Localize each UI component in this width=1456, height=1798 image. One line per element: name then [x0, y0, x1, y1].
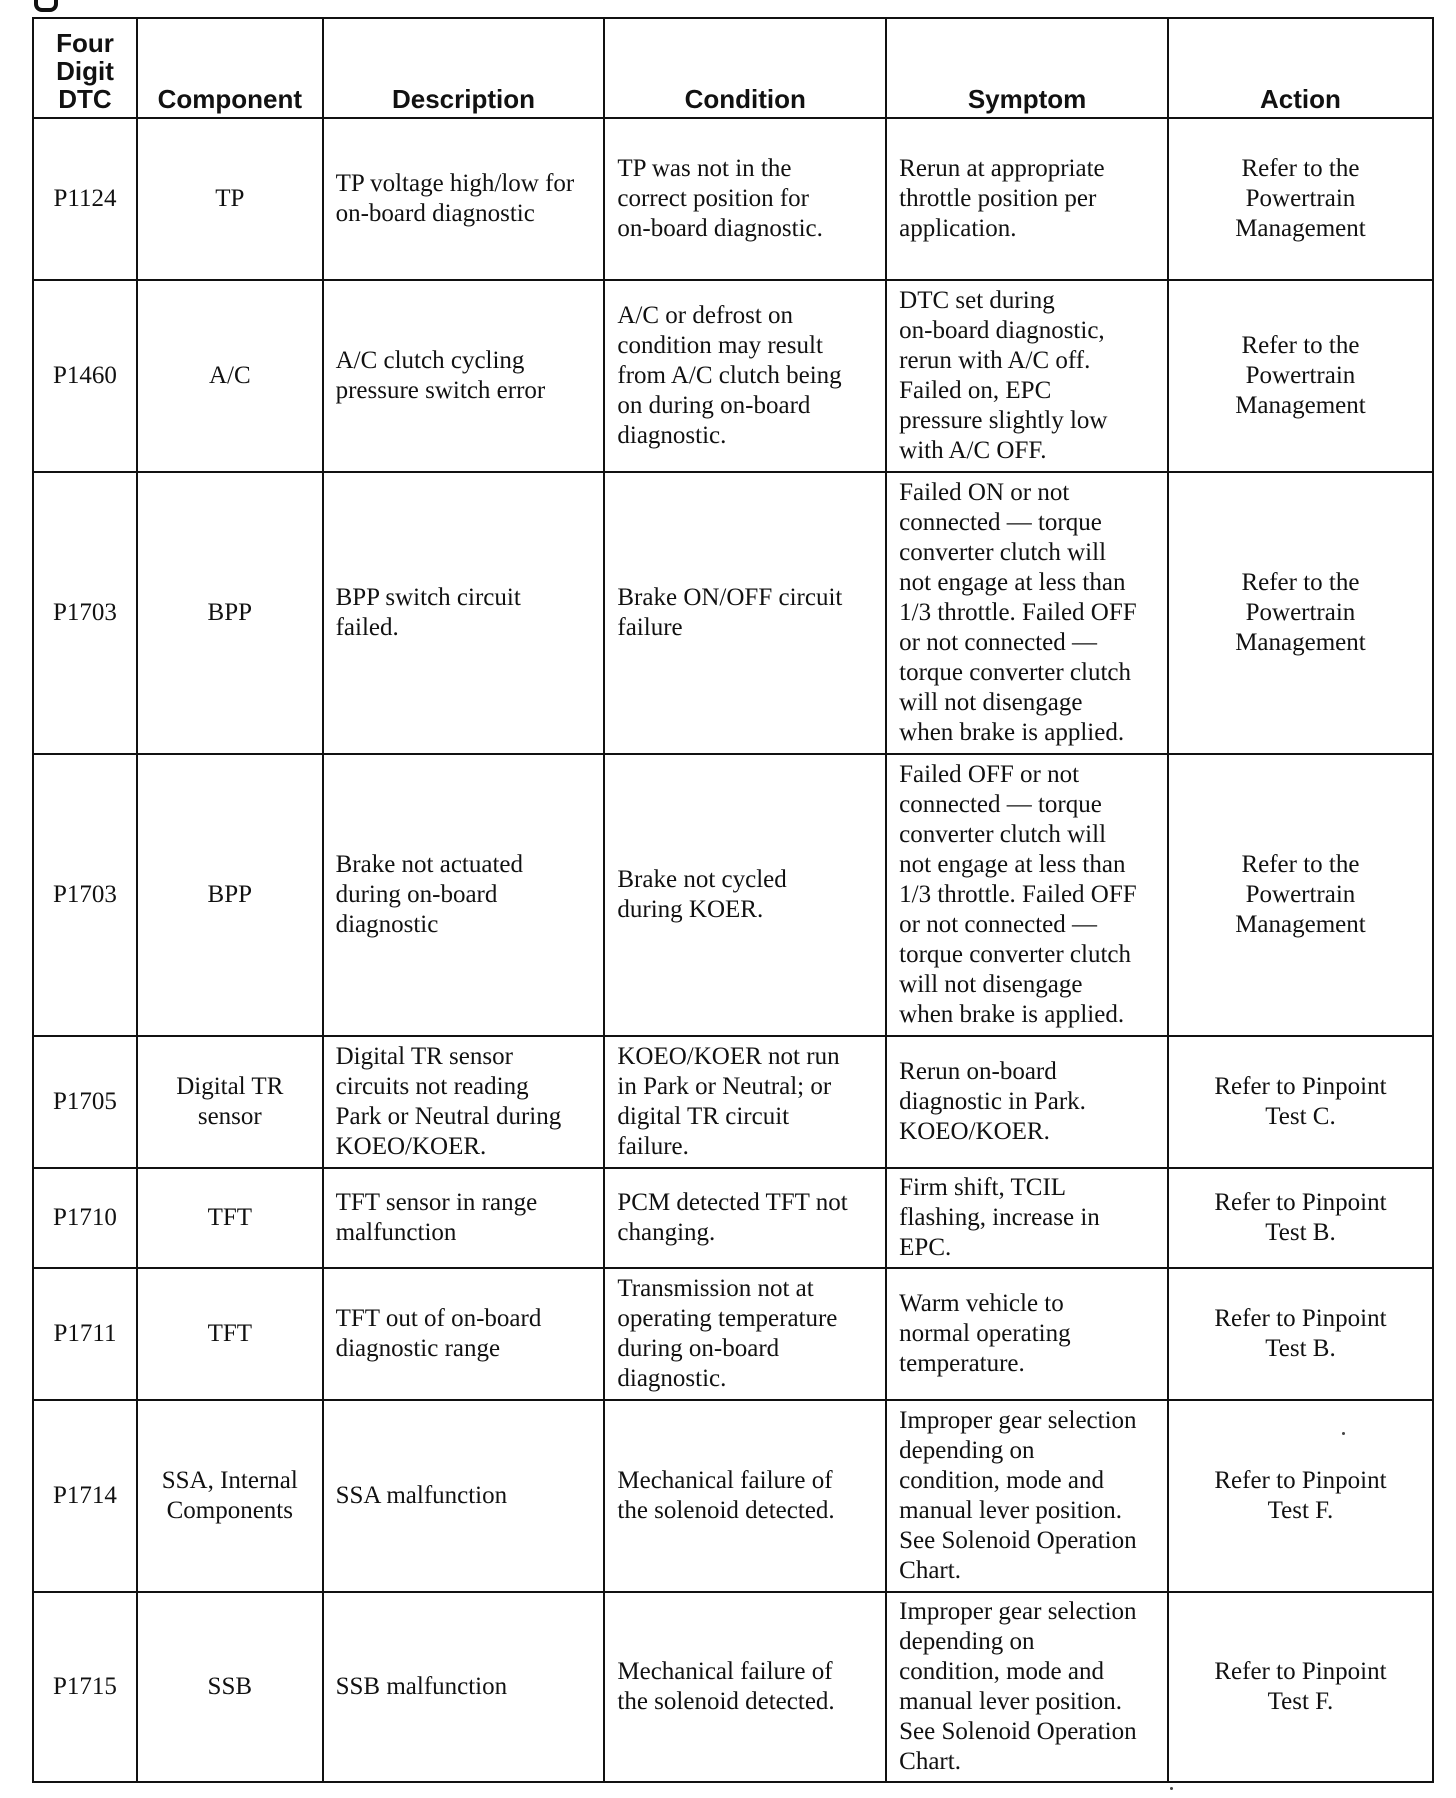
- cell-symptom: Firm shift, TCIL flashing, increase in EPC.: [886, 1168, 1168, 1268]
- table-row: [33, 1400, 1433, 1592]
- cell-description: SSA malfunction: [323, 1400, 605, 1592]
- cell-action: Refer to the Powertrain Management: [1168, 472, 1433, 754]
- header-symptom: Symptom: [886, 18, 1168, 118]
- cell-action: Refer to Pinpoint Test F.: [1168, 1400, 1433, 1592]
- cell-description: TP voltage high/low for on-board diagnostic: [323, 118, 605, 280]
- cell-component: BPP: [137, 472, 323, 754]
- cell-dtc-code: P1703: [33, 754, 137, 1036]
- cell-component: A/C: [137, 280, 323, 472]
- cell-dtc-code: P1703: [33, 472, 137, 754]
- table-row: [33, 754, 1433, 1036]
- table-row: [33, 1268, 1433, 1400]
- cell-component: TFT: [137, 1168, 323, 1268]
- table-row: [33, 1036, 1433, 1168]
- scan-speck: [1170, 1787, 1173, 1790]
- cell-symptom: Rerun at appropriate throttle position per application.: [886, 118, 1168, 280]
- cell-component: SSB: [137, 1592, 323, 1782]
- cell-dtc-code: P1710: [33, 1168, 137, 1268]
- cell-description: SSB malfunction: [323, 1592, 605, 1782]
- cell-action: Refer to Pinpoint Test B.: [1168, 1268, 1433, 1400]
- cell-dtc-code: P1124: [33, 118, 137, 280]
- header-condition: Condition: [604, 18, 886, 118]
- table-row: [33, 472, 1433, 754]
- cell-condition: Brake ON/OFF circuit failure: [604, 472, 886, 754]
- cell-action: Refer to Pinpoint Test C.: [1168, 1036, 1433, 1168]
- cell-symptom: Improper gear selection depending on condition, mode and manual lever position. See Solenoid Operation Chart.: [886, 1400, 1168, 1592]
- cell-component: SSA, Internal Components: [137, 1400, 323, 1592]
- cell-symptom: Failed OFF or not connected — torque converter clutch will not engage at less than 1/3 throttle. Failed OFF or not connected — torque converter clutch will not disengage when brake is applied.: [886, 754, 1168, 1036]
- cell-symptom: Failed ON or not connected — torque converter clutch will not engage at less than 1/3 throttle. Failed OFF or not connected — torque converter clutch will not disengage when brake is applied.: [886, 472, 1168, 754]
- cell-action: Refer to the Powertrain Management: [1168, 280, 1433, 472]
- cell-dtc-code: P1711: [33, 1268, 137, 1400]
- table-row: [33, 280, 1433, 472]
- cell-description: Digital TR sensor circuits not reading Park or Neutral during KOEO/KOER.: [323, 1036, 605, 1168]
- cell-dtc-code: P1460: [33, 280, 137, 472]
- cell-description: TFT sensor in range malfunction: [323, 1168, 605, 1268]
- cell-component: BPP: [137, 754, 323, 1036]
- dtc-table: [32, 17, 1434, 1783]
- cell-description: A/C clutch cycling pressure switch error: [323, 280, 605, 472]
- cell-symptom: Warm vehicle to normal operating temperature.: [886, 1268, 1168, 1400]
- cell-component: TFT: [137, 1268, 323, 1400]
- table-row: [33, 1592, 1433, 1782]
- cell-dtc-code: P1714: [33, 1400, 137, 1592]
- cell-description: TFT out of on-board diagnostic range: [323, 1268, 605, 1400]
- cell-condition: KOEO/KOER not run in Park or Neutral; or digital TR circuit failure.: [604, 1036, 886, 1168]
- cell-condition: Transmission not at operating temperature during on-board diagnostic.: [604, 1268, 886, 1400]
- cell-condition: A/C or defrost on condition may result from A/C clutch being on during on-board diagnostic.: [604, 280, 886, 472]
- cell-condition: TP was not in the correct position for on-board diagnostic.: [604, 118, 886, 280]
- cell-condition: Mechanical failure of the solenoid detected.: [604, 1400, 886, 1592]
- table-header-row: [33, 18, 1433, 118]
- cell-symptom: Improper gear selection depending on condition, mode and manual lever position. See Solenoid Operation Chart.: [886, 1592, 1168, 1782]
- cell-action: Refer to the Powertrain Management: [1168, 754, 1433, 1036]
- cell-description: Brake not actuated during on-board diagnostic: [323, 754, 605, 1036]
- cell-symptom: DTC set during on-board diagnostic, rerun with A/C off. Failed on, EPC pressure slightly low with A/C OFF.: [886, 280, 1168, 472]
- header-dtc: Four Digit DTC: [33, 18, 137, 118]
- header-description: Description: [323, 18, 605, 118]
- cell-condition: Mechanical failure of the solenoid detected.: [604, 1592, 886, 1782]
- cell-condition: Brake not cycled during KOER.: [604, 754, 886, 1036]
- table-row: [33, 1168, 1433, 1268]
- cell-action: Refer to Pinpoint Test B.: [1168, 1168, 1433, 1268]
- cell-action: Refer to the Powertrain Management: [1168, 118, 1433, 280]
- table-row: [33, 118, 1433, 280]
- header-action: Action: [1168, 18, 1433, 118]
- scan-speck: [1342, 1432, 1345, 1435]
- header-text-fragment: [34, 0, 58, 12]
- cell-dtc-code: P1705: [33, 1036, 137, 1168]
- cell-symptom: Rerun on-board diagnostic in Park. KOEO/KOER.: [886, 1036, 1168, 1168]
- cell-component: Digital TR sensor: [137, 1036, 323, 1168]
- cell-action: Refer to Pinpoint Test F.: [1168, 1592, 1433, 1782]
- cell-condition: PCM detected TFT not changing.: [604, 1168, 886, 1268]
- cell-component: TP: [137, 118, 323, 280]
- cell-dtc-code: P1715: [33, 1592, 137, 1782]
- cell-description: BPP switch circuit failed.: [323, 472, 605, 754]
- header-component: Component: [137, 18, 323, 118]
